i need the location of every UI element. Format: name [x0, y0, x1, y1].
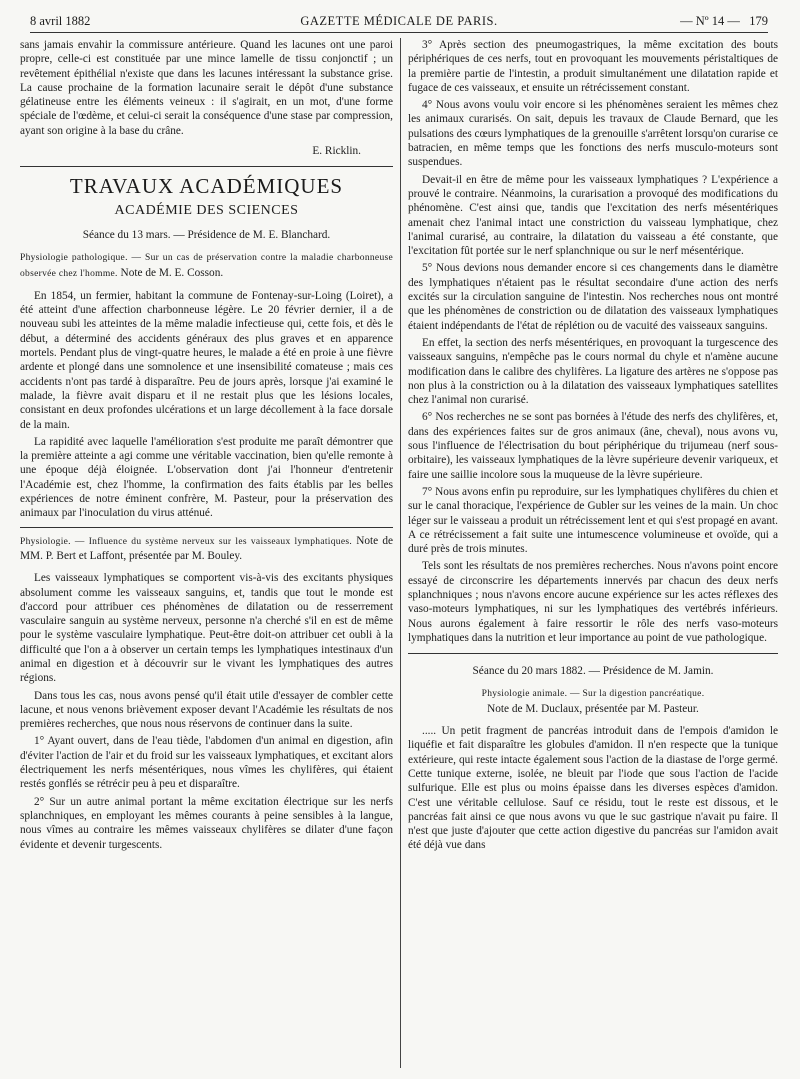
paragraph: 5° Nous devions nous demander encore si ces changements dans le diamètre des lymphatiques n'étaient pas le résultat secondaire d'une action des nerfs excités sur la circulation sanguine de l'intestin. Nos recherches nous ont montré que les phénomènes de constriction ou de dilatation des vaisseaux lymphatiques étaient indépendants de l'état de réplétion ou de vacuité des vaisseaux sanguins.	[408, 262, 778, 332]
heading-label: Physiologie pathologique.	[20, 253, 128, 264]
paragraph: En effet, la section des nerfs mésentériques, en provoquant la turgescence des vaisseaux sanguins, n'empêche pas le cours normal du chyle et n'amène aucune modification dans le calibre des chylifères. La ligature des artères ne s'oppose pas non plus à la constriction ou à la dilatation des vaisseaux lymphatiques satellites chez l'animal non curarisé.	[408, 336, 778, 407]
paragraph: En 1854, un fermier, habitant la commune de Fontenay-sur-Loing (Loiret), a été atteint d'une affection charbonneuse légère. Le 20 février dernier, il a de nouveau subi les atteintes de la même maladie infectieuse qui, cette fois, et dès le début, a déterminé des accidents généraux des plus graves et en apparence mortels. Pendant plus de vingt-quatre heures, le malade a été en proie à une fièvre ardente et plongé dans une somnolence et une insensibilité comateuse ; mais ces accidents n'ont pas tardé à disparaître. Peu de jours après, lorsque j'ai examiné le malade, la fièvre avait disparu et il ne restait plus que les lésions locales, consistant en deux profondes ulcérations et un large décollement à la face dorsale de la main.	[20, 289, 393, 431]
paragraph: Tels sont les résultats de nos premières recherches. Nous n'avons point encore essayé de circonscrire les départements innervés par chacun des deux nerfs splanchniques ; nous n'avons encore aucune expérience sur les actes réflexes des vaso-moteurs lymphatiques, ni sur les lymphatiques des vertébrés inférieurs. Nous aurons également à faire ressortir le rôle des nerfs vaso-moteurs lymphatiques dans la nutrition et leur importance au point de vue pathologique.	[408, 560, 778, 644]
section-divider	[408, 653, 778, 654]
header-issue: — Nº 14 —	[680, 14, 740, 28]
heading-note: Note de MM. P. Bert et Laffont, présentée par M. Bouley.	[20, 534, 393, 562]
paragraph: 2° Sur un autre animal portant la même excitation électrique sur les nerfs splanchniques, en employant les mêmes courants à peine sensibles à la langue, nous vîmes au contraire les mêmes vaisseaux chylifères se dilater d'une façon évidente et devenir turgescents.	[20, 795, 393, 851]
article-heading	[20, 534, 393, 564]
article-heading	[408, 686, 778, 716]
article-heading	[20, 250, 393, 281]
paragraph: 4° Nous avons voulu voir encore si les phénomènes seraient les mêmes chez les animaux curarisés. On sait, depuis les travaux de Claude Bernard, que les pulsations des cœurs lymphatiques de la grenouille s'arrêtent lorsqu'on curarise ce batracien, en même temps que les fonctions des nerfs musculo-moteurs sont suspendues.	[408, 99, 778, 169]
heading-label: Physiologie.	[20, 536, 71, 547]
header-issue-page	[680, 14, 768, 29]
paragraph: 1° Ayant ouvert, dans de l'eau tiède, l'abdomen d'un animal en digestion, afin d'éviter l'action de l'air et du froid sur les vaisseaux lymphatiques, et excitant alors électriquement les nerfs mésentériques, nous vîmes les chylifères, qui étaient restés gonflés se rétrécir peu à peu et disparaître.	[20, 735, 393, 791]
heading-note: Note de M. Duclaux, présentée par M. Pasteur.	[487, 702, 699, 715]
section-divider	[20, 166, 393, 167]
author-signature: E. Ricklin.	[312, 145, 361, 158]
heading-title: — Influence du système nerveux sur les vaisseaux lymphatiques.	[70, 536, 353, 547]
page-header	[30, 12, 768, 33]
paragraph: Devait-il en être de même pour les vaisseaux lymphatiques ? L'expérience a prouvé le contraire. Néanmoins, la curarisation a provoqué des modifications du phénomène. C'est ainsi que, tandis que l'excitation des nerfs mésentériques amenait chez l'animal intact une constriction du vaisseau lymphatique, chez l'animal curarisé, au contraire, la dilatation du vaisseau a été constante, que l'excitation fût portée sur le nerf splanchnique ou sur le nerf mésentérique.	[408, 173, 778, 258]
paragraph: La rapidité avec laquelle l'amélioration s'est produite me paraît démontrer que la première atteinte a agi comme une véritable vaccination, bien qu'elle remonte à une époque déjà éloignée. L'observation dont j'ai l'honneur d'entretenir l'Académie est, chez l'homme, la confirmation des faits établis par les belles expériences de notre éminent confrère, M. Pasteur, pour la préservation des animaux par l'inoculation du virus atténué.	[20, 435, 393, 520]
paragraph: 3° Après section des pneumogastriques, la même excitation des bouts périphériques de ces nerfs, tout en provoquant les mouvements péristaltiques de la première partie de l'intestin, a produit simultanément une dilatation rapide et fugace de ces vaisseaux, et ensuite un rétrécissement constant.	[408, 39, 778, 94]
heading-note: Note de M. E. Cosson.	[117, 266, 224, 279]
continued-paragraph: sans jamais envahir la commissure antérieure. Quand les lacunes ont une paroi propre, celle-ci est constituée par une mince lamelle de tissu conjonctif ; un revêtement épithélial n'existe que dans les lacunes intéressant la substance grise. La cause prochaine de la formation lacunaire serait le dépôt d'une substance gélatineuse entre les éléments veineux : il s'agirait, en un mot, d'une forme spéciale de l'œdème, et celui-ci serait la conséquence d'une stase par compression, ayant son origine à la base du crâne.	[20, 39, 393, 137]
session-line: Séance du 20 mars 1882. — Présidence de M. Jamin.	[472, 665, 714, 678]
heading-title: — Sur la digestion pancréatique.	[567, 689, 705, 700]
section-subtitle: ACADÉMIE DES SCIENCES	[114, 202, 299, 218]
paragraph: 6° Nos recherches ne se sont pas bornées à l'étude des nerfs des chylifères, et, dans des expériences faites sur de gros animaux (âne, cheval), nous avons vu, sous l'influence de l'électrisation du bout périphérique du trijumeau (nerf sous-orbitaire), les vaisseaux lymphatiques de la lèvre supérieure devenir variqueux, et faire une saillie incolore sous la muqueuse de la lèvre supérieure.	[408, 411, 778, 481]
heading-label: Physiologie animale.	[481, 689, 568, 700]
left-column	[20, 38, 393, 855]
heading-title: — Sur un cas de préservation contre la maladie charbonneuse observée chez l'homme.	[20, 253, 394, 279]
paragraph: 7° Nous avons enfin pu reproduire, sur les lymphatiques chylifères du chien et sur le canal thoracique, l'expérience de Gubler sur les veines de la main. Un choc léger sur le vaisseau a produit un rétrécissement lent et qui s'est propagé en avant. A ce rétrécissement a fait suite une intumescence volumineuse et ovoïde, qui a duré près de trois minutes.	[408, 485, 778, 556]
header-journal: GAZETTE MÉDICALE DE PARIS.	[300, 14, 498, 28]
paragraph: ..... Un petit fragment de pancréas introduit dans de l'empois d'amidon le liquéfie et fait disparaître les globules d'amidon. Il n'en respecte que la tunique extérieure, qui reste intacte également sous l'action de la diastase de l'orge germé. Cette tunique externe, isolée, ne bleuit par l'iode que sous l'action de l'acide sulfurique. Elle est plus ou moins épaisse dans les diverses espèces d'amidon. C'est une véritable cellulose. Sauf ce résidu, tout le reste est dissous, et le pancréas fait ainsi ce que nous avons vu que le suc gastrique n'avait pu faire. Il n'est que juste d'ajouter que cette action digestive du pancréas sur l'amidon avait été déjà vue dans	[408, 725, 778, 852]
paragraph: Dans tous les cas, nous avons pensé qu'il était utile d'essayer de combler cette lacune, et nous venons brièvement exposer devant l'Académie les résultats de nos premières recherches, que nous nous réservons de continuer dans la suite.	[20, 689, 393, 731]
session-line: Séance du 13 mars. — Présidence de M. E. Blanchard.	[82, 228, 331, 241]
section-title: TRAVAUX ACADÉMIQUES	[69, 174, 344, 199]
article-divider	[20, 527, 393, 528]
header-page-number: 179	[749, 14, 768, 28]
header-date: 8 avril 1882	[30, 14, 91, 28]
right-column	[408, 38, 778, 856]
column-divider	[400, 38, 401, 1068]
paragraph: Les vaisseaux lymphatiques se comportent vis-à-vis des excitants physiques absolument comme les vaisseaux sanguins, et, tandis que tout le monde est d'accord pour attribuer ces phénomènes de dilatation ou de resserrement vasculaire sanguin au système nerveux, personne n'a cherché s'il en est de même pour le système vasculaire lymphatique. Peut-être doit-on attribuer cet oubli à la difficulté que l'on a à observer un certain temps les lymphatiques intestinaux d'un animal en digestion et à découvrir sur le vivant les lymphatiques des autres régions.	[20, 572, 393, 685]
